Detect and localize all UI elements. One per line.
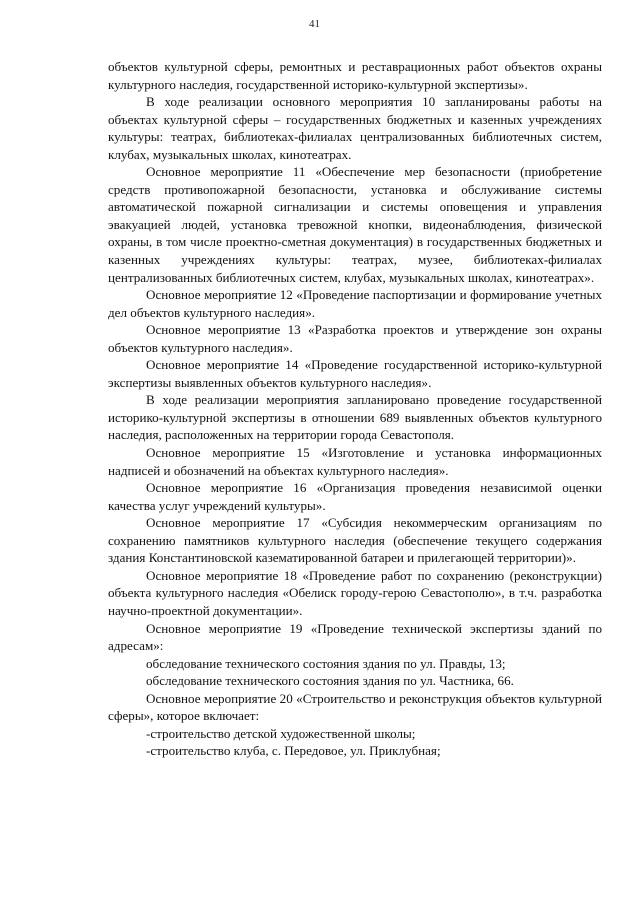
paragraph-measure-19: Основное мероприятие 19 «Проведение технической экспертизы зданий по адресам»:: [108, 620, 602, 654]
paragraph-measure-14-details: В ходе реализации мероприятия запланировано проведение государственной историко-культурной экспертизы в отношении 689 выявленных объектов культурного наследия, расположенных на территории города Севастополя.: [108, 392, 602, 443]
paragraph-measure-10: В ходе реализации основного мероприятия 10 запланированы работы на объектах культурной сферы – государственных бюджетных и казенных учреждениях культуры: театрах, библиотеках-филиалах централизованных библиотечных систем, клубах, музыкальных школах, кинотеатрах.: [108, 94, 602, 162]
document-body: [108, 58, 602, 760]
page-number: 41: [309, 18, 320, 30]
list-item: -строительство детской художественной школы;: [146, 725, 416, 741]
paragraph-measure-15: Основное мероприятие 15 «Изготовление и установка информационных надписей и обозначений на объектах культурного наследия».: [108, 445, 602, 478]
paragraph-continuation: объектов культурной сферы, ремонтных и реставрационных работ объектов охраны культурного наследия, государственной историко-культурной экспертизы».: [108, 59, 602, 92]
paragraph-measure-20: Основное мероприятие 20 «Строительство и реконструкция объектов культурной сферы», которое включает:: [108, 690, 602, 724]
list-item: обследование технического состояния здания по ул. Правды, 13;: [146, 655, 506, 671]
paragraph-measure-18: Основное мероприятие 18 «Проведение работ по сохранению (реконструкции) объекта культурного наследия «Обелиск городу-герою Севастополю», в т.ч. разработка научно-проектной документации».: [108, 567, 602, 618]
list-item: обследование технического состояния здания по ул. Частника, 66.: [146, 673, 514, 689]
paragraph-measure-16: Основное мероприятие 16 «Организация проведения независимой оценки качества услуг учреждений культуры».: [108, 480, 602, 513]
paragraph-measure-13: Основное мероприятие 13 «Разработка проектов и утверждение зон охраны объектов культурного наследия».: [108, 322, 602, 355]
paragraph-measure-12: Основное мероприятие 12 «Проведение паспортизации и формирование учетных дел объектов культурного наследия».: [108, 287, 602, 320]
paragraph-measure-11: Основное мероприятие 11 «Обеспечение мер безопасности (приобретение средств противопожарной безопасности, установка и обслуживание системы автоматической пожарной сигнализации и системы оповещения и управления эвакуацией людей, установка тревожной кнопки, видеонаблюдения, физической охраны, в том числе проектно-сметная документация) в государственных бюджетных и казенных учреждениях культуры: театрах, музее, библиотеках-филиалах централизованных библиотечных систем, клубах, музыкальных школах, кинотеатрах».: [108, 164, 602, 285]
paragraph-measure-14: Основное мероприятие 14 «Проведение государственной историко-культурной экспертизы выявленных объектов культурного наследия».: [108, 357, 602, 390]
list-item: -строительство клуба, с. Передовое, ул. Приклубная;: [146, 743, 441, 759]
paragraph-measure-17: Основное мероприятие 17 «Субсидия некоммерческим организациям по сохранению памятников культурного наследия (обеспечение текущего содержания здания Константиновской казематированной батареи и прилегающей территории)».: [108, 515, 602, 566]
